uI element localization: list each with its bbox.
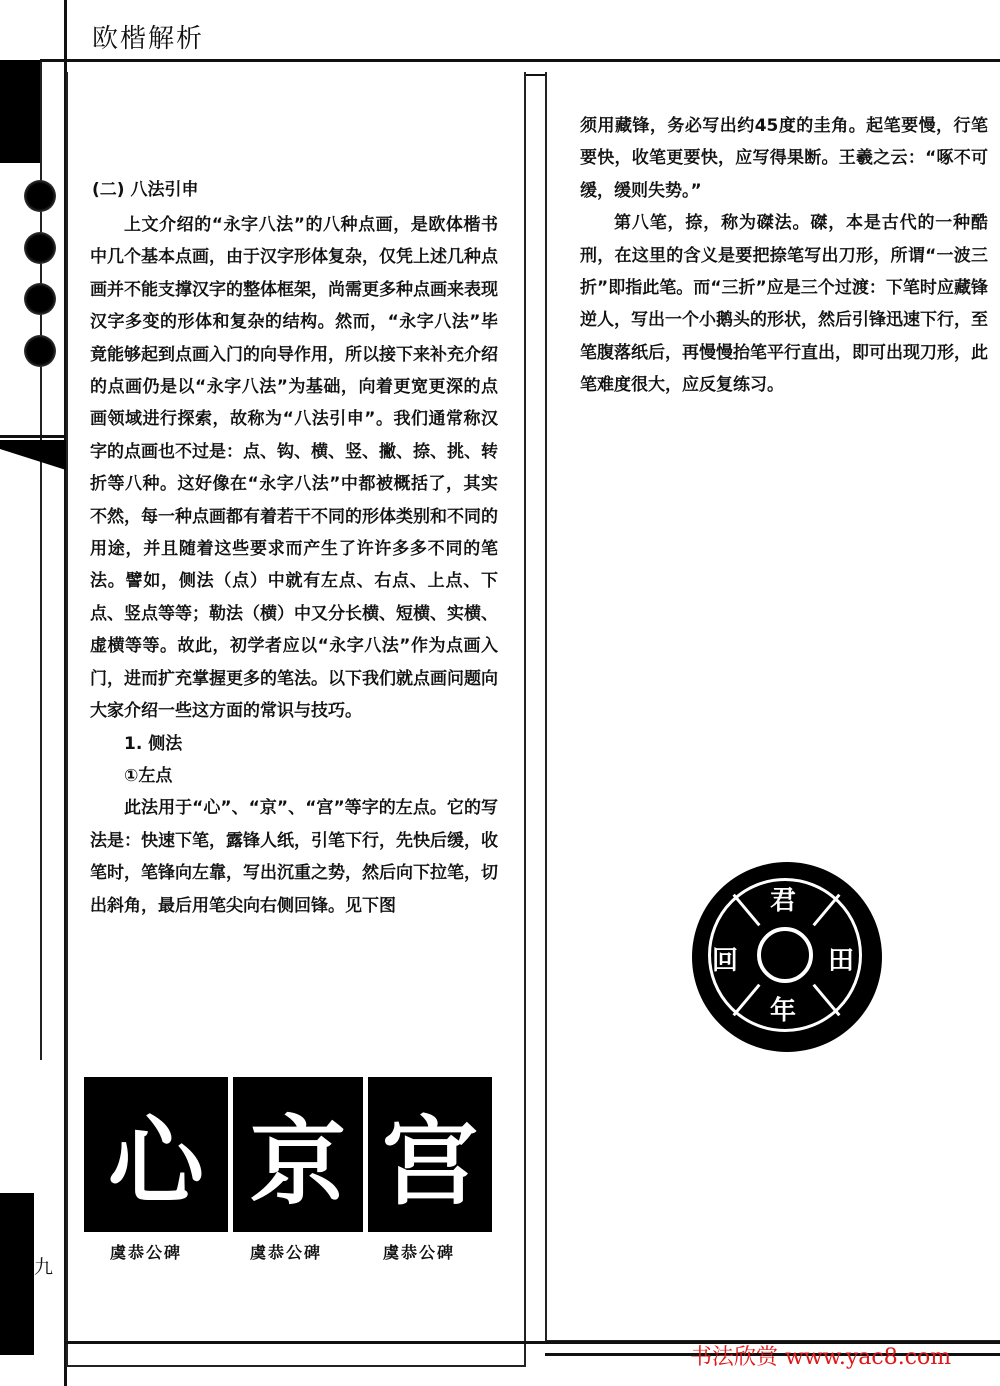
seal-char-top: 君	[770, 886, 797, 916]
calligraphy-figure-xin: 心	[84, 1077, 228, 1232]
figure-caption: 虞恭公碑	[383, 1243, 456, 1262]
seal-char-right: 田	[828, 946, 855, 976]
margin-band	[0, 440, 66, 470]
margin-band-line	[0, 435, 66, 438]
ornament-dot-icon	[24, 180, 56, 212]
ornament-dot-icon	[24, 335, 56, 367]
watermark-link[interactable]: 书法欣赏 www.yac8.com	[690, 1345, 952, 1370]
left-dot-description: 此法用于“心”、“京”、“宫”等字的左点。它的写法是：快速下笔，露锋人纸，引笔下行，先快后缓，收笔时，笔锋向左靠，写出沉重之势，然后向下拉笔，切出斜角，最后用笔尖向右侧回锋。见下图	[90, 798, 498, 916]
margin-black-block-top	[0, 60, 41, 163]
right-column-body	[580, 110, 988, 402]
page-number: 九	[34, 1256, 54, 1278]
seal-char-bottom: 年	[770, 996, 797, 1026]
right-paragraph-continued: 须用藏锋，务必写出约45度的圭角。起笔要慢，行笔要快，收笔更要快，应写得果断。王羲之云：“啄不可缓，缓则失势。”	[580, 116, 988, 201]
figure-caption: 虞恭公碑	[110, 1243, 183, 1262]
right-paragraph-eighth-stroke: 第八笔，捺，称为磔法。磔，本是古代的一种酷刑，在这里的含义是要把捺笔写出刀形，所谓“一波三折”即指此笔。而“三折”应是三个过渡：下笔时应藏锋逆人，写出一个小鹅头的形状，然后引锋迅速下行，至笔腹落纸后，再慢慢抬笔平行直出，即可出现刀形，此笔难度很大，应反复练习。	[580, 213, 988, 396]
section-title: (二) 八法引申	[92, 180, 199, 200]
subheading-side-method: 1. 侧法	[124, 733, 183, 754]
coin-seal-center-hole	[757, 927, 813, 983]
margin-black-block-bottom	[0, 1193, 34, 1355]
left-column-body	[90, 209, 498, 922]
ornament-dot-icon	[24, 232, 56, 264]
intro-paragraph: 上文介绍的“永字八法”的八种点画，是欧体楷书中几个基本点画，由于汉字形体复杂，仅凭上述几种点画并不能支撑汉字的整体框架，尚需更多种点画来表现汉字多变的形体和复杂的结构。然而，“永字八法”毕竟能够起到点画入门的向导作用，所以接下来补充介绍的点画仍是以“永字八法”为基础，向着更宽更深的点画领域进行探索，故称为“八法引申”。我们通常称汉字的点画也不过是：点、钩、横、竖、撇、捺、挑、转折等八种。这好像在“永字八法”中都被概括了，其实不然，每一种点画都有着若干不同的形体类别和不同的用途，并且随着这些要求而产生了许许多多不同的笔法。譬如，侧法（点）中就有左点、右点、上点、下点、竖点等等；勒法（横）中又分长横、短横、实横、虚横等等。故此，初学者应以“永字八法”作为点画入门，进而扩充掌握更多的笔法。以下我们就点画问题向大家介绍一些这方面的常识与技巧。	[90, 215, 498, 722]
ornament-dot-icon	[24, 283, 56, 315]
header-rule-top	[40, 59, 1000, 62]
subheading-left-dot: ①左点	[124, 765, 173, 786]
calligraphy-figure-gong: 宫	[368, 1077, 492, 1232]
running-header-title: 欧楷解析	[92, 24, 205, 54]
figure-caption: 虞恭公碑	[250, 1243, 323, 1262]
seal-char-left: 回	[712, 946, 739, 976]
calligraphy-figure-jing: 京	[233, 1077, 363, 1232]
